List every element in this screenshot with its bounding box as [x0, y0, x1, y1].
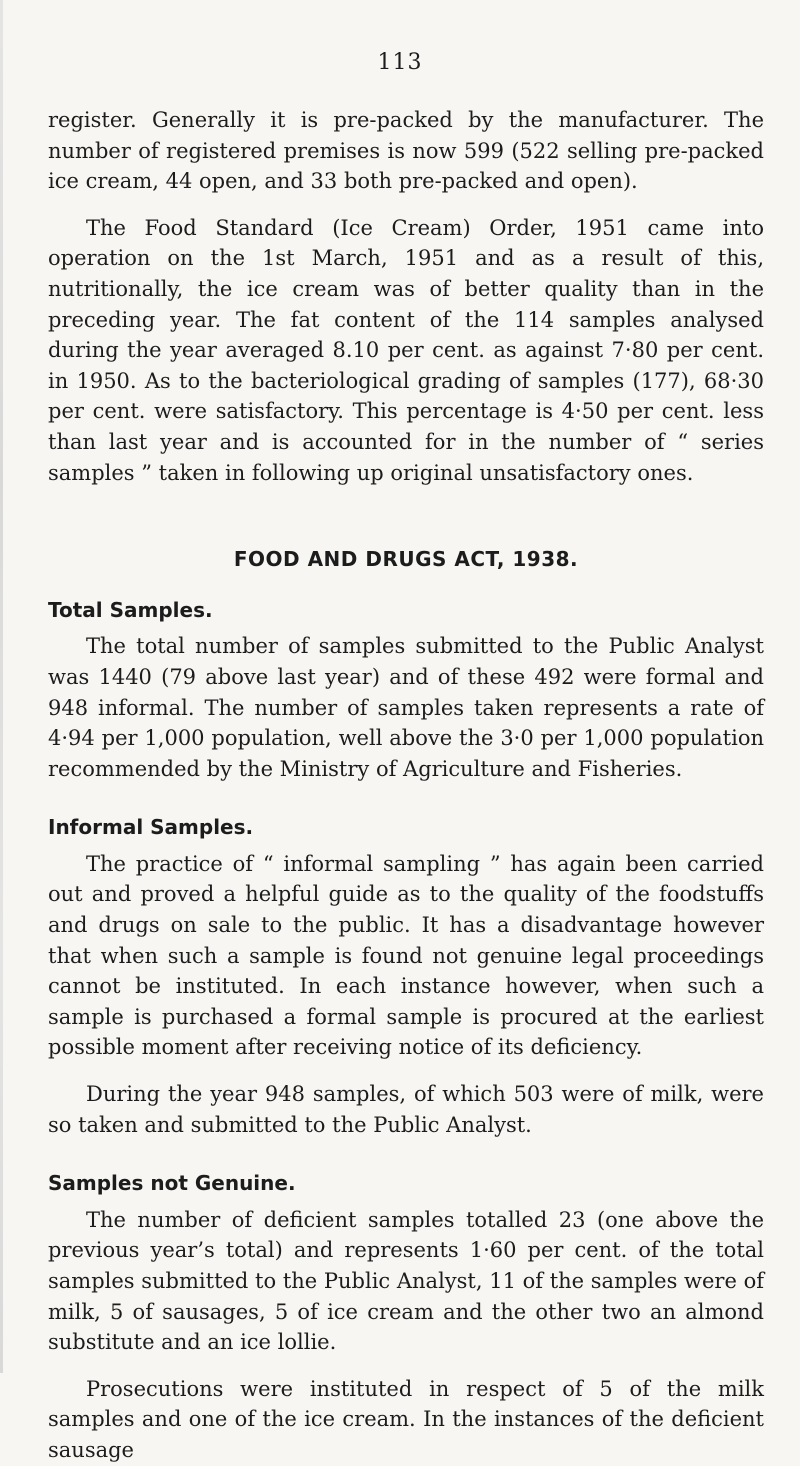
samples-not-genuine-paragraph-2: Prosecutions were instituted in respect of 5 of the milk samples and one of the ice cream. In the instances of the deficient sausage [48, 1376, 764, 1462]
informal-samples-heading: Informal Samples. [48, 815, 254, 840]
document-body [48, 105, 764, 1466]
samples-not-genuine-paragraph-1: The number of deficient samples totalled 23 (one above the previous year’s total) and represents 1·60 per cent. of the total samples submitted to the Public Analyst, 11 of the samples were of milk, 5 of sausages, 5 of ice cream and the other two an almond substitute and an ice lollie. [48, 1207, 764, 1355]
page-number: 113 [377, 50, 423, 75]
page-edge-shadow [0, 0, 3, 1373]
intro-paragraph-2: The Food Standard (Ice Cream) Order, 1951 came into operation on the 1st March, 1951 and as a result of this, nutritionally, the ice cream was of better quality than in the preceding year. The fat content of the 114 samples analysed during the year averaged 8.10 per cent. as against 7·80 per cent. in 1950. As to the bacteriological grading of samples (177), 68·30 per cent. were satisfactory. This percentage is 4·50 per cent. less than last year and is accounted for in the number of “ series samples ” taken in following up original unsatisfactory ones. [48, 215, 764, 485]
intro-paragraph-1: register. Generally it is pre-packed by the manufacturer. The number of registered premises is now 599 (522 selling pre-packed ice cream, 44 open, and 33 both pre-packed and open). [48, 108, 764, 194]
informal-samples-paragraph-1: The practice of “ informal sampling ” has again been carried out and proved a helpful guide as to the quality of the foodstuffs and drugs on sale to the public. It has a disadvantage however that when such a sample is found not genuine legal proceedings cannot be instituted. In each instance however, when such a sample is purchased a formal sample is procured at the earliest possible moment after receiving notice of its deficiency. [48, 851, 764, 1060]
section-title: FOOD AND DRUGS ACT, 1938. [233, 547, 579, 572]
total-samples-paragraph: The total number of samples submitted to the Public Analyst was 1440 (79 above last year) and of these 492 were formal and 948 informal. The number of samples taken represents a rate of 4·94 per 1,000 population, well above the 3·0 per 1,000 population recommended by the Ministry of Agriculture and Fisheries. [48, 634, 764, 781]
total-samples-heading: Total Samples. [48, 597, 213, 622]
samples-not-genuine-heading: Samples not Genuine. [48, 1171, 296, 1196]
informal-samples-paragraph-2: During the year 948 samples, of which 503 were of milk, were so taken and submitted to the Public Analyst. [48, 1082, 764, 1137]
